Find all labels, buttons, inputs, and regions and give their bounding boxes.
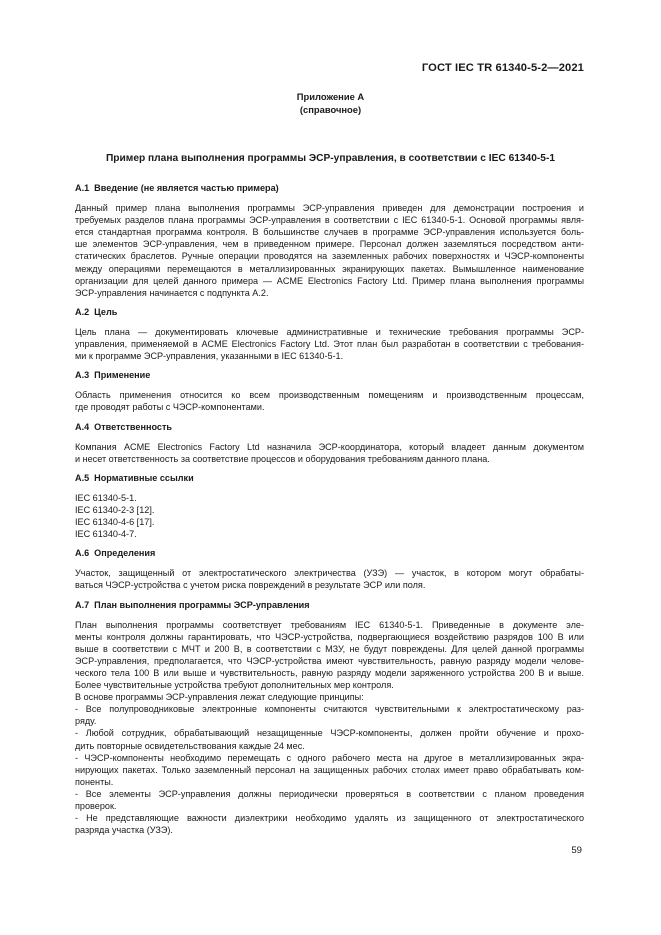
text-line: Область применения относится ко всем производственным помещениям и производственным процессам, [75, 390, 584, 401]
section-number: А.6 [75, 548, 90, 559]
section-title: Цель [94, 306, 118, 317]
section-body-a3 [75, 389, 584, 413]
text-line: управления, применяемой в ACME Electronics Factory Ltd. Этот план был разработан в соответствии с требования- [75, 339, 584, 350]
standard-code: ГОСТ IEC TR 61340-5-2—2021 [421, 62, 584, 74]
text-line: где проводят работы с ЧЭСР-компонентами. [75, 402, 265, 413]
text-line: - Все элементы ЭСР-управления должны периодически проверяться в соответствии с планом проведения [75, 788, 584, 799]
text-line: Компания ACME Electronics Factory Ltd назначила ЭСР-координатора, который владеет данным документом [75, 441, 584, 452]
annex-subtitle: (справочное) [299, 104, 362, 115]
section-title: Применение [94, 370, 151, 381]
text-line: разряда участка (УЗЭ). [75, 825, 173, 836]
text-line: дить повторные освидетельствования каждые 24 мес. [75, 740, 305, 751]
annex-heading [0, 90, 661, 116]
text-line: ваться ЧЭСР-устройства с учетом риска повреждений в результате ЭСР или поля. [75, 580, 426, 591]
section-title: Введение (не является частью примера) [94, 183, 279, 193]
page-number: 59 [571, 845, 582, 856]
section-title: Определения [94, 548, 156, 559]
main-title: Пример плана выполнения программы ЭСР-управления, в соответствии с IEC 61340-5-1 [105, 153, 556, 164]
text-line: нирующих пакетах. Только заземленный персонал на защищенных рабочих столах имеет право обрабатывать ком- [75, 764, 584, 775]
text-line: выше в соответствии с МЧТ и 200 В, в соответствии с МЗУ, не будут повреждены. Для целей данной программы [75, 643, 584, 654]
text-line: Данный пример плана выполнения программы ЭСР-управления приведен для демонстрации построения и [75, 203, 584, 214]
reference-item: IEC 61340-5-1. [75, 492, 137, 503]
section-title: Нормативные ссылки [94, 472, 194, 483]
text-line: ряду. [75, 716, 97, 727]
text-line: ше элементов ЭСР-управления, чем в приведенном примере. Персонал должен заземляться посредством анти- [75, 239, 584, 250]
section-number: А.1 [75, 183, 90, 193]
text-line: ЭСР-управления начинается с подпункта А.2. [75, 287, 269, 298]
text-line: - Все полупроводниковые электронные компоненты считаются чувствительными к электростатическому раз- [75, 704, 584, 715]
section-heading-a1 [75, 182, 584, 194]
text-line: - Любой сотрудник, обрабатывающий незащищенные ЧЭСР-компоненты, должен пройти обучение и прохо- [75, 728, 584, 739]
section-heading-a4 [75, 421, 584, 433]
text-line: ется стандартная программа контроля. В большинстве случаев в программе ЭСР-управления используется боль- [75, 227, 584, 238]
reference-item: IEC 61340-4-6 [17]. [75, 517, 155, 528]
text-line: В основе программы ЭСР-управления лежат следующие принципы: [75, 692, 364, 703]
text-line: проверок. [75, 801, 117, 812]
section-number: А.2 [75, 306, 90, 317]
section-number: А.3 [75, 370, 90, 381]
text-line: ЭСР-управления, предполагается, что ЧЭСР-устройства имеют чувствительность, равную разряду модели челове- [75, 655, 584, 666]
section-title: Ответственность [94, 421, 172, 432]
section-heading-a7 [75, 599, 584, 611]
section-body-a2 [75, 326, 584, 362]
reference-item: IEC 61340-4-7. [75, 529, 137, 540]
text-line: и несет ответственность за соответствие процессов и оборудования требованиям данного плана. [75, 453, 490, 464]
section-heading-a5 [75, 472, 584, 484]
section-number: А.5 [75, 472, 90, 483]
section-body-a4 [75, 441, 584, 465]
section-body-a7 [75, 619, 584, 837]
text-line: - Не представляющие важности диэлектрики необходимо удалять из защищенного от электростатического [75, 813, 584, 824]
section-number: А.4 [75, 421, 90, 432]
text-line: между операциями перемещаются в металлизированных экранирующих пакетах. Вымышленное наименование [75, 263, 584, 274]
text-line: - ЧЭСР-компоненты необходимо перемещать с одного рабочего места на другое в металлизированных экра- [75, 752, 584, 763]
text-line: статических браслетов. Ручные операции проводятся на заземленных рабочих поверхностях и ЧЭСР-компоненты [75, 251, 584, 262]
section-title: План выполнения программы ЭСР-управления [94, 599, 310, 610]
document-body [75, 182, 584, 836]
text-line: требуемых разделов плана программы ЭСР-управления в соответствии с IEC 61340-5-1. Основой программы явля- [75, 215, 584, 226]
section-body-a6 [75, 567, 584, 591]
text-line: поненты. [75, 776, 114, 787]
section-heading-a2 [75, 306, 584, 318]
text-line: ческого тела 100 В или выше и чувствительность, равную разряду модели заряженного устройства 200 В и выше. [75, 668, 584, 678]
references-list [75, 492, 584, 540]
section-number: А.7 [75, 599, 90, 610]
text-line: ми к программе ЭСР-управления, указанными в IEC 61340-5-1. [75, 351, 344, 362]
reference-item: IEC 61340-2-3 [12]. [75, 504, 155, 515]
text-line: Цель плана — документировать ключевые административные и технические требования программы ЭСР- [75, 326, 584, 337]
text-line: менты контроля должны гарантировать, что ЧЭСР-устройства, подвергающиеся воздействию разрядов 100 В или [75, 631, 584, 642]
text-line: организации для целей данного примера — ACME Electronics Factory Ltd. Пример плана выполнения программы [75, 275, 584, 286]
text-line: Участок, защищенный от электростатического электричества (УЗЭ) — участок, в котором могут обрабаты- [75, 568, 584, 579]
text-line: План выполнения программы соответствует требованиям IEC 61340-5-1. Приведенные в документе эле- [75, 619, 584, 630]
section-heading-a6 [75, 547, 584, 559]
text-line: Более чувствительные устройства требуют дополнительных мер контроля. [75, 680, 394, 691]
section-heading-a3 [75, 369, 584, 381]
section-body-a1 [75, 202, 584, 299]
annex-title: Приложение А [296, 91, 365, 102]
